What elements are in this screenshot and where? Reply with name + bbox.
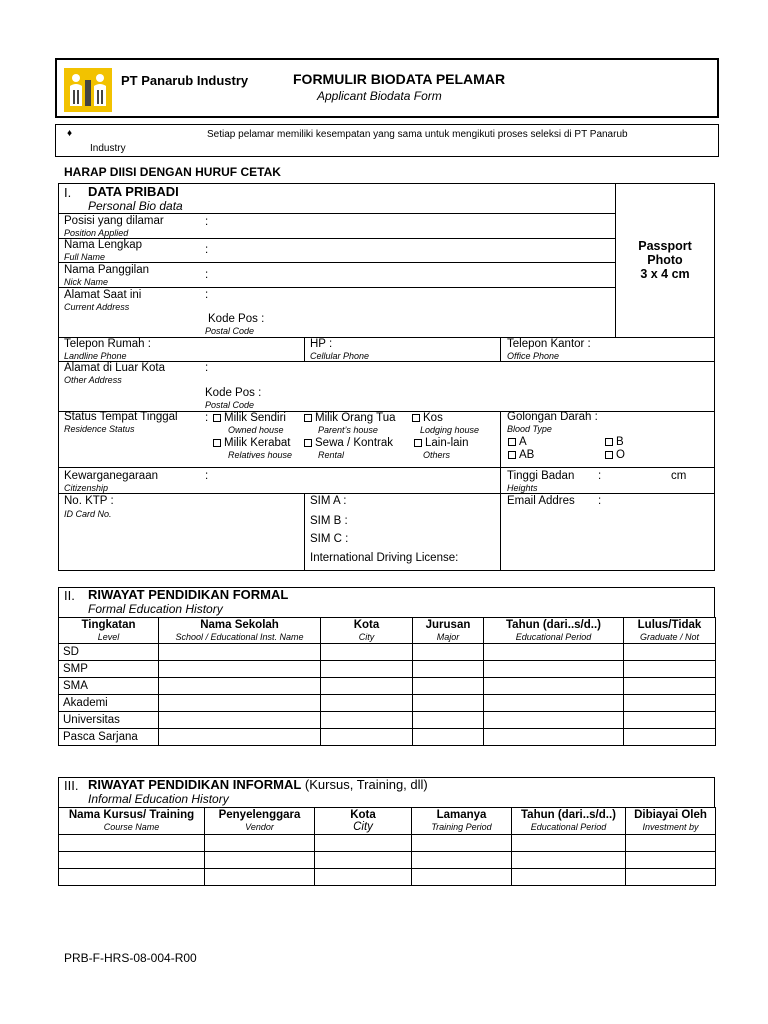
- tinggi-unit: cm: [671, 470, 687, 482]
- kodepos1-label: Kode Pos :: [208, 313, 265, 325]
- alamat-luar-colon: :: [205, 362, 209, 374]
- col-lulus: Lulus/Tidak Graduate / Not: [624, 618, 716, 644]
- nama-colon: :: [205, 244, 209, 256]
- status-colon: :: [205, 412, 209, 424]
- blood-option-o[interactable]: O: [605, 449, 625, 462]
- option-milik-sendiri-sub: Owned house: [228, 425, 284, 435]
- checkbox-icon: [304, 414, 312, 422]
- tinggi-input[interactable]: [605, 468, 665, 492]
- checkbox-icon: [508, 451, 516, 459]
- telp-kantor-sublabel: Office Phone: [507, 351, 560, 361]
- sim-a-label: SIM A :: [310, 495, 347, 507]
- kewarganegaraan-label: Kewarganegaraan: [64, 470, 158, 482]
- blood-option-ab[interactable]: AB: [508, 449, 534, 462]
- intl-license-label: International Driving License:: [310, 552, 459, 564]
- kodepos2-label: Kode Pos :: [205, 387, 262, 399]
- notice-text: Setiap pelamar memiliki kesempatan yang sama untuk mengikuti proses seleksi di PT Panarub: [207, 129, 628, 140]
- nama-input[interactable]: [212, 239, 612, 261]
- checkbox-icon: [412, 414, 420, 422]
- section1-title: DATA PRIBADI: [88, 184, 179, 199]
- checkbox-icon: [414, 439, 422, 447]
- kodepos2-sublabel: Postal Code: [205, 400, 255, 410]
- formal-education-table: [58, 617, 716, 746]
- email-colon: :: [598, 495, 602, 507]
- col-dibiayai: Dibiayai Oleh Investment by: [626, 808, 716, 835]
- checkbox-icon: [508, 438, 516, 446]
- level-cell: SMA: [59, 678, 159, 695]
- ktp-input[interactable]: [64, 520, 300, 568]
- col-tingkatan: Tingkatan Level: [59, 618, 159, 644]
- hp-label: HP :: [310, 338, 333, 350]
- kodepos1-sublabel: Postal Code: [205, 326, 255, 336]
- col-kota: Kota City: [321, 618, 413, 644]
- option-kos-sub: Lodging house: [420, 425, 480, 435]
- alamat-luar-sublabel: Other Address: [64, 375, 122, 385]
- kewarganegaraan-colon: :: [205, 470, 209, 482]
- panggilan-sublabel: Nick Name: [64, 277, 109, 287]
- col-kota-informal: Kota City: [315, 808, 412, 835]
- table-row: [59, 869, 716, 886]
- level-cell: Akademi: [59, 695, 159, 712]
- option-milik-kerabat-sub: Relatives house: [228, 450, 293, 460]
- section1-subtitle: Personal Bio data: [88, 199, 183, 213]
- option-lain-lain-sub: Others: [423, 450, 451, 460]
- photo-label-3: 3 x 4 cm: [640, 267, 690, 281]
- sim-b-label: SIM B :: [310, 515, 348, 527]
- posisi-colon: :: [205, 216, 209, 228]
- email-input[interactable]: [605, 494, 712, 514]
- ktp-sublabel: ID Card No.: [64, 509, 112, 519]
- option-milik-kerabat[interactable]: Milik Kerabat: [213, 437, 290, 450]
- gol-darah-sublabel: Blood Type: [507, 424, 552, 434]
- option-sewa[interactable]: Sewa / Kontrak: [304, 437, 393, 450]
- form-code: PRB-F-HRS-08-004-R00: [64, 951, 197, 965]
- alamat-label: Alamat Saat ini: [64, 289, 142, 301]
- level-cell: Pasca Sarjana: [59, 729, 159, 746]
- tinggi-sublabel: Heights: [507, 483, 538, 493]
- fill-instruction: HARAP DIISI DENGAN HURUF CETAK: [64, 165, 281, 179]
- checkbox-icon: [304, 439, 312, 447]
- section3-num: III.: [64, 778, 79, 793]
- kewarganegaraan-input[interactable]: [212, 468, 497, 492]
- col-tahun: Tahun (dari..s/d..) Educational Period: [484, 618, 624, 644]
- informal-education-table: [58, 807, 716, 886]
- form-title: FORMULIR BIODATA PELAMAR: [293, 71, 506, 87]
- col-lamanya: Lamanya Training Period: [412, 808, 512, 835]
- sim-c-label: SIM C :: [310, 533, 349, 545]
- form-subtitle: Applicant Biodata Form: [317, 89, 442, 103]
- alamat-colon: :: [205, 289, 209, 301]
- notice-bullet: ♦: [67, 128, 73, 139]
- option-kos[interactable]: Kos: [412, 412, 443, 425]
- hp-sublabel: Cellular Phone: [310, 351, 370, 361]
- col-nama-kursus: Nama Kursus/ Training Course Name: [59, 808, 205, 835]
- section3-title-extra: (Kursus, Training, dll): [301, 777, 428, 792]
- table-row: [59, 852, 716, 869]
- panggilan-colon: :: [205, 269, 209, 281]
- table-row: [59, 644, 716, 661]
- posisi-input[interactable]: [212, 214, 612, 237]
- panggilan-input[interactable]: [212, 263, 612, 286]
- checkbox-icon: [605, 451, 613, 459]
- telp-rumah-sublabel: Landline Phone: [64, 351, 127, 361]
- company-name: PT Panarub Industry: [121, 73, 249, 88]
- notice-text-cont: Industry: [90, 143, 126, 154]
- section2-subtitle: Formal Education History: [88, 602, 223, 616]
- status-label: Status Tempat Tinggal: [64, 411, 178, 423]
- section3-title: RIWAYAT PENDIDIKAN INFORMAL: [88, 777, 302, 792]
- section3-subtitle: Informal Education History: [88, 792, 229, 806]
- option-lain-lain[interactable]: Lain-lain: [414, 437, 468, 450]
- level-cell: SMP: [59, 661, 159, 678]
- gol-darah-label: Golongan Darah :: [507, 411, 598, 423]
- option-sewa-sub: Rental: [318, 450, 345, 460]
- col-tahun-informal: Tahun (dari..s/d..) Educational Period: [512, 808, 626, 835]
- panggilan-label: Nama Panggilan: [64, 264, 150, 276]
- table-row: [59, 729, 716, 746]
- ktp-label: No. KTP :: [64, 495, 114, 507]
- checkbox-icon: [213, 439, 221, 447]
- posisi-sublabel: Position Applied: [64, 228, 129, 238]
- table-row: [59, 712, 716, 729]
- col-penyelenggara: Penyelenggara Vendor: [205, 808, 315, 835]
- table-row: [59, 835, 716, 852]
- company-logo: [64, 68, 112, 112]
- section2-num: II.: [64, 588, 75, 603]
- alamat-input[interactable]: [212, 288, 612, 310]
- col-nama-sekolah: Nama Sekolah School / Educational Inst. Name: [159, 618, 321, 644]
- option-milik-orangtua[interactable]: Milik Orang Tua: [304, 412, 396, 425]
- section3-title-wrap: [88, 778, 428, 791]
- alamat-luar-label: Alamat di Luar Kota: [64, 362, 166, 374]
- email-label: Email Addres: [507, 495, 575, 507]
- section2-title: RIWAYAT PENDIDIKAN FORMAL: [88, 587, 289, 602]
- table-row: [59, 678, 716, 695]
- alamat-sublabel: Current Address: [64, 302, 130, 312]
- option-milik-orangtua-sub: Parent’s house: [318, 425, 378, 435]
- kewarganegaraan-sublabel: Citizenship: [64, 483, 109, 493]
- telp-kantor-label: Telepon Kantor :: [507, 338, 591, 350]
- blood-option-b[interactable]: B: [605, 436, 624, 449]
- tinggi-label: Tinggi Badan: [507, 470, 575, 482]
- telp-rumah-label: Telepon Rumah :: [64, 338, 151, 350]
- level-cell: Universitas: [59, 712, 159, 729]
- level-cell: SD: [59, 644, 159, 661]
- table-row: [59, 695, 716, 712]
- section1-num: I.: [64, 185, 72, 200]
- photo-label-2: Photo: [647, 253, 683, 267]
- nama-label: Nama Lengkap: [64, 239, 142, 251]
- checkbox-icon: [213, 414, 221, 422]
- header-box: [55, 58, 719, 118]
- nama-sublabel: Full Name: [64, 252, 106, 262]
- alamat-luar-input[interactable]: [212, 362, 712, 384]
- photo-label-1: Passport: [638, 239, 692, 253]
- blood-option-a[interactable]: A: [508, 436, 527, 449]
- checkbox-icon: [605, 438, 613, 446]
- option-milik-sendiri[interactable]: Milik Sendiri: [213, 412, 286, 425]
- table-row: [59, 661, 716, 678]
- tinggi-colon: :: [598, 470, 602, 482]
- posisi-label: Posisi yang dilamar: [64, 215, 164, 227]
- status-sublabel: Residence Status: [64, 424, 135, 434]
- col-jurusan: Jurusan Major: [413, 618, 484, 644]
